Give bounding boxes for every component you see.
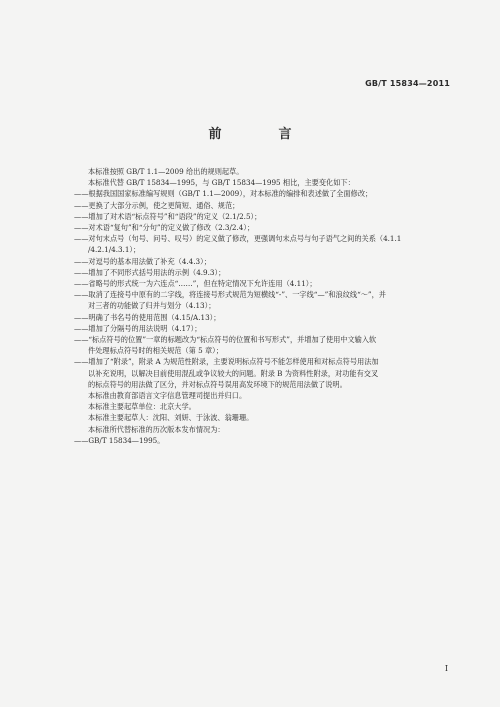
- list-item: ——增加了“附录”，附录 A 为规范性附录，主要说明标点符号不能怎样使用和对标点符号用法加: [74, 357, 379, 367]
- paragraph: 本标准主要起草单位：北京大学。: [88, 402, 196, 412]
- list-item: ——对句末点号（句号、问号、叹号）的定义做了修改，更强调句末点号与句子语气之间的关系（4.1.1: [74, 234, 402, 244]
- list-item: ——增加了不同形式括号用法的示例（4.9.3）；: [74, 267, 226, 277]
- list-item: ——对术语“复句”和“分句”的定义做了修改（2.3/2.4）；: [74, 223, 255, 233]
- list-item-continuation: 以补充说明，以解决目前使用混乱或争议较大的问题。附录 B 为资料性附录，对功能有交叉: [88, 368, 379, 378]
- list-item: ——取消了连接号中原有的二字线，将连接号形式规范为短横线“-”、一字线“—”和浪纹线“～”，并: [74, 290, 386, 300]
- paragraph: 本标准所代替标准的历次版本发布情况为：: [88, 424, 225, 434]
- page-number: Ⅰ: [444, 664, 448, 673]
- list-item: ——增加了对术语“标点符号”和“语段”的定义（2.1/2.5）；: [74, 211, 262, 221]
- list-item: ——根据我国国家标准编写规则（GB/T 1.1—2009），对本标准的编排和表述做了全面修改；: [74, 189, 373, 199]
- list-item-continuation: 的标点符号的用法做了区分，并对标点符号误用高发环境下的规范用法做了说明。: [88, 379, 347, 389]
- list-item: ——明确了书名号的使用范围（4.15/A.13）；: [74, 312, 221, 322]
- paragraph: 本标准代替 GB/T 15834—1995，与 GB/T 15834—1995 相比，主要变化如下：: [88, 178, 355, 188]
- foreword-body: [74, 166, 454, 446]
- paragraph: 本标准主要起草人：沈阳、刘妍、于泳波、翁珊珊。: [88, 413, 254, 423]
- list-item: ——省略号的形式统一为六连点“……”，但在特定情况下允许连用（4.11）；: [74, 279, 317, 289]
- paragraph: 本标准由教育部语言文字信息管理司提出并归口。: [88, 391, 247, 401]
- list-item: ——增加了分隔号的用法说明（4.17）；: [74, 323, 202, 333]
- list-item: ——对逗号的基本用法做了补充（4.4.3）；: [74, 256, 211, 266]
- list-item-continuation: 件处理标点符号时的相关规范（第 5 章）；: [88, 346, 223, 356]
- list-item: ——“标点符号的位置”一章的标题改为“标点符号的位置和书写形式”，并增加了使用中文输入软: [74, 335, 377, 345]
- page-title: 前 言: [208, 127, 314, 142]
- list-item: ——GB/T 15834—1995。: [74, 435, 165, 445]
- list-item-continuation: /4.2.1/4.3.1）；: [88, 245, 141, 255]
- paragraph: 本标准按照 GB/T 1.1—2009 给出的规则起草。: [88, 167, 244, 176]
- standard-number: GB/T 15834—2011: [365, 79, 450, 88]
- list-item-continuation: 对三者的功能做了归并与划分（4.13）；: [88, 301, 216, 311]
- list-item: ——更换了大部分示例，使之更简短、通俗、规范；: [74, 200, 240, 210]
